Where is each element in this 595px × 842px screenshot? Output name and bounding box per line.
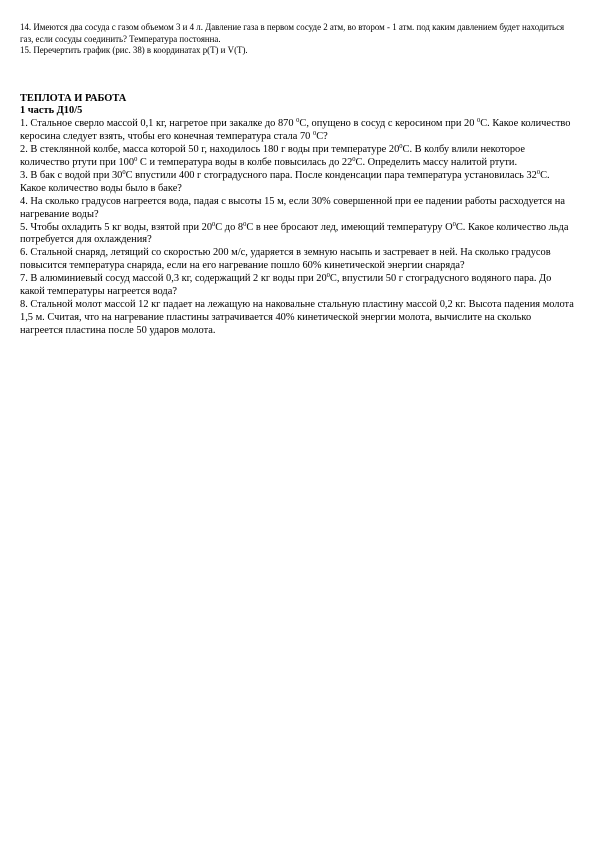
problem-14: [20, 22, 575, 45]
document-page: [20, 22, 575, 338]
problem-text-part: Чтобы охладить 5 кг воды, взятой при 20: [30, 221, 213, 233]
section-subtitle: 1 часть Д10/5: [20, 105, 83, 117]
problem-text-part: В бак с водой при 30: [30, 169, 123, 181]
problem-text-part: С, впустили 50 г стоградусного водяного пара. До какой температуры нагреется вода?: [20, 273, 552, 298]
heat-and-work-section: [20, 93, 575, 338]
problem-6: [20, 247, 575, 273]
problem-number: 3.: [20, 169, 28, 181]
degree-superscript: 0: [452, 220, 456, 228]
problem-15: [20, 45, 575, 57]
degree-superscript: 0: [312, 130, 317, 138]
problem-number: 5.: [20, 221, 28, 233]
degree-superscript: 0: [326, 272, 330, 280]
problem-8: [20, 299, 575, 338]
problem-text-part: Стальное сверло массой 0,1 кг, нагретое при закалке до 870: [30, 118, 297, 130]
problem-number: 14.: [20, 22, 32, 32]
problem-text-part: Стальной снаряд, летящий со скоростью 200 м/с, ударяется в земную насыпь и застревает в ней. На сколько градусов повысится температура снаряда, если на его нагревание пошло 60% кинетической энергии снаряда?: [20, 247, 551, 272]
problem-text: Перечертить график (рис. 38) в координатах р(Т) и V(T).: [33, 45, 248, 55]
degree-superscript: 0: [122, 168, 126, 176]
problem-number: 7.: [20, 273, 28, 285]
problem-number: 1.: [20, 118, 28, 130]
degree-superscript: 0: [536, 168, 541, 176]
degree-superscript: 0: [296, 117, 300, 125]
problem-3: [20, 170, 575, 196]
problem-number: 6.: [20, 247, 28, 259]
problem-5: [20, 222, 575, 248]
problem-text-part: С. Какое количество керосина следует взять, чтобы его конечная температура стала 70: [20, 118, 571, 143]
problem-4: [20, 196, 575, 222]
degree-superscript: 0: [477, 117, 481, 125]
degree-superscript: 0: [243, 220, 247, 228]
problem-text-part: С впустили 400 г стоградусного пара. После конденсации пара температура установилась 32: [125, 169, 537, 181]
section-title: ТЕПЛОТА И РАБОТА: [20, 92, 127, 104]
problem-number: 4.: [20, 195, 28, 207]
problem-number: 2.: [20, 144, 28, 156]
problem-text-part: С. Какое количество льда потребуется для охлаждения?: [20, 221, 569, 246]
problem-text-part: В алюминиевый сосуд массой 0,3 кг, содержащий 2 кг воды при 20: [30, 273, 327, 285]
problem-text-part: На сколько градусов нагреется вода, падая с высоты 15 м, если 30% совершенной при ее падении работы расходуется на нагревание воды?: [20, 195, 565, 220]
problem-text-part: С в нее бросают лед, имеющий температуру О: [246, 221, 453, 233]
problem-text-part: С, опущено в сосуд с керосином при 20: [299, 118, 477, 130]
problem-text-part: С и температура воды в колбе повысилась до 22: [137, 157, 353, 169]
problem-text-part: С. Какое количество воды было в баке?: [20, 169, 550, 194]
problem-7: [20, 273, 575, 299]
degree-superscript: 0: [134, 156, 138, 164]
problem-number: 15.: [20, 45, 32, 55]
degree-superscript: 0: [212, 220, 216, 228]
problem-text-part: С. В колбу влили некоторое количество ртути при 100: [20, 144, 525, 169]
problem-text-part: Стальной молот массой 12 кг падает на лежащую на наковальне стальную пластину массой 0,2 кг. Высота падения молота 1,5 м. Считая, что на нагревание пластины затрачивается 40% кинетической энергии молота, вычислите на сколько нагреется пластина после 50 ударов молота.: [20, 299, 574, 336]
previous-problems: [20, 22, 575, 57]
degree-superscript: 0: [352, 156, 356, 164]
problem-text-part: В стеклянной колбе, масса которой 50 г, находилось 180 г воды при температуре 20: [30, 144, 400, 156]
degree-superscript: 0: [399, 143, 403, 151]
problem-2: [20, 144, 575, 170]
problem-text-part: С?: [316, 131, 328, 143]
problem-number: 8.: [20, 299, 28, 310]
problem-text-part: С. Определить массу налитой ртути.: [355, 157, 518, 169]
problem-text-part: С до 8: [215, 221, 244, 233]
problem-1: [20, 118, 575, 144]
problem-text: Имеются два сосуда с газом объемом 3 и 4 л. Давление газа в первом сосуде 2 атм, во втором - 1 атм. под каким давлением будет находиться газ, если сосуды соединить? Температура постоянна.: [20, 22, 565, 44]
